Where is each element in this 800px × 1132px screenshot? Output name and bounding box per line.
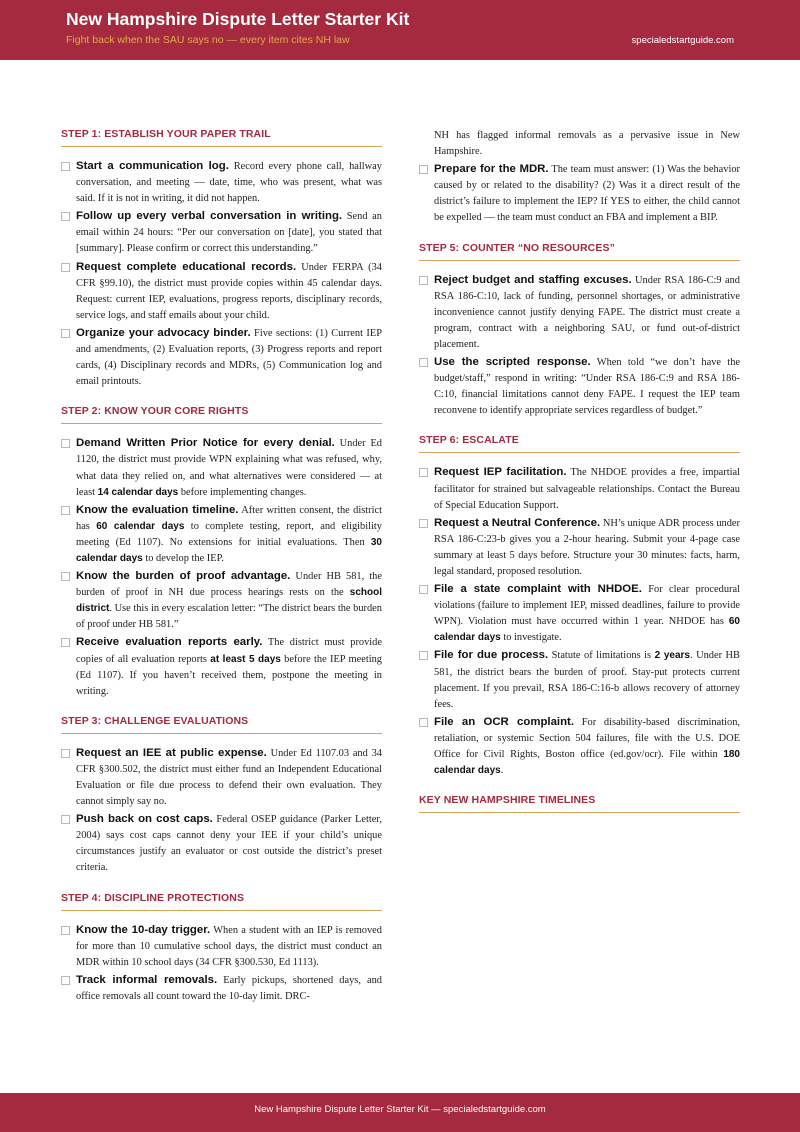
timelines-title: KEY NEW HAMPSHIRE TIMELINES bbox=[419, 794, 740, 813]
item-text: to investigate. bbox=[500, 632, 562, 644]
checklist-item bbox=[419, 464, 740, 513]
checkbox[interactable] bbox=[61, 212, 70, 221]
item-text: After written consent, the district has bbox=[76, 504, 382, 532]
step-3-section bbox=[61, 715, 382, 877]
item-text: Send an email within 24 hours: “Per our conversation on [date], you stated that [summary]. Please confirm or correct this understanding.” bbox=[76, 211, 382, 255]
item-text: Under RSA 186-C:9 and RSA 186-C:10, lack of funding, personnel shortages, or administrative inconvenience cannot justify denying FAPE. The district must create a program, contract with a neighboring SAU, or fund out-of-district placement. bbox=[434, 274, 740, 350]
checklist-item bbox=[419, 714, 740, 779]
item-text: Five sections: (1) Current IEP and amendments, (2) Evaluation reports, (3) Progress reports and report cards, (4) Disciplinary records and MDRs, (5) Communication log and email printouts. bbox=[76, 327, 382, 388]
item-text: For clear procedural violations (failure to implement IEP, missed deadlines, failure to provide WPN). Violation must have occurred within 1 year. NHDOE has bbox=[434, 584, 740, 628]
step-5-section bbox=[419, 242, 740, 420]
item-lead: Know the evaluation timeline. bbox=[76, 503, 239, 516]
checklist-item bbox=[419, 272, 740, 353]
checklist-item bbox=[61, 811, 382, 876]
item-text: For disability-based discrimination, retaliation, or systemic Section 504 failures, file with the U.S. DOE Office for Civil Rights, Boston office (ed.gov/ocr). File within bbox=[434, 716, 740, 760]
checklist-item bbox=[419, 581, 740, 646]
item-lead: Request an IEE at public expense. bbox=[76, 746, 267, 759]
item-text: When told “we don’t have the budget/staff,” respond in writing: “Under RSA 186-C:9 and RSA 186-C:10, financial limitations cannot deny FAPE. I request the IEP team reconvene to identify appropriate services regardless of budget.” bbox=[434, 357, 740, 417]
checkbox[interactable] bbox=[61, 506, 70, 515]
checklist-item bbox=[419, 647, 740, 712]
checklist-item bbox=[61, 502, 382, 567]
item-lead: Follow up every verbal conversation in writing. bbox=[76, 210, 343, 223]
item-lead: Request IEP facilitation. bbox=[434, 466, 567, 479]
item-emphasis: school district bbox=[76, 587, 382, 615]
item-text: The district must provide copies of all evaluation reports bbox=[76, 637, 382, 665]
step-5-title: STEP 5: COUNTER “NO RESOURCES” bbox=[419, 242, 740, 261]
item-emphasis: 30 calendar days bbox=[76, 536, 382, 564]
footer-text: New Hampshire Dispute Letter Starter Kit — specialedstartguide.com bbox=[254, 1104, 546, 1115]
checklist-item bbox=[61, 259, 382, 324]
document-title: New Hampshire Dispute Letter Starter Kit bbox=[66, 9, 410, 29]
document-subtitle: Fight back when the SAU says no — every item cites NH law bbox=[66, 34, 350, 46]
item-emphasis: 60 calendar days bbox=[96, 520, 185, 532]
checklist-item bbox=[61, 634, 382, 699]
item-text: Under Ed 1107.03 and 34 CFR §300.502, the district must either fund an Independent Educational Evaluation or file due process to defend their own evaluation. They cannot simply say no. bbox=[76, 747, 382, 808]
checkbox[interactable] bbox=[61, 926, 70, 935]
item-lead: Prepare for the MDR. bbox=[434, 163, 549, 176]
checklist-item bbox=[61, 568, 382, 633]
checkbox[interactable] bbox=[419, 276, 428, 285]
item-text: Under Ed 1120, the district must provide WPN explaining what was refused, why, what data they relied on, and what alternatives were considered — at least bbox=[76, 438, 382, 498]
page-header bbox=[0, 0, 800, 60]
item-emphasis: 60 calendar days bbox=[434, 616, 740, 644]
step-4-title: STEP 4: DISCIPLINE PROTECTIONS bbox=[61, 892, 382, 911]
item-text: When a student with an IEP is removed for more than 10 cumulative school days, the district must conduct an MDR within 10 school days (34 CFR §300.530, Ed 1113). bbox=[76, 924, 382, 968]
item-lead: Reject budget and staffing excuses. bbox=[434, 273, 632, 286]
step-3-title: STEP 3: CHALLENGE EVALUATIONS bbox=[61, 715, 382, 734]
checklist-item bbox=[61, 435, 382, 500]
item-text: before the IEP meeting (Ed 1107). If you haven’t received them, postpone the meeting in writing. bbox=[76, 653, 382, 697]
step-6-section bbox=[419, 434, 740, 779]
checkbox[interactable] bbox=[419, 468, 428, 477]
step-4-section bbox=[61, 892, 382, 1005]
item-lead: Start a communication log. bbox=[76, 160, 229, 172]
page-footer bbox=[0, 1093, 800, 1132]
step-7-section bbox=[419, 794, 740, 813]
item-text: to develop the IEP. bbox=[142, 552, 224, 564]
checklist-item bbox=[419, 515, 740, 580]
checkbox[interactable] bbox=[61, 263, 70, 272]
checkbox[interactable] bbox=[61, 439, 70, 448]
step-4-continued bbox=[419, 128, 740, 227]
step-6-title: STEP 6: ESCALATE bbox=[419, 434, 740, 453]
item-emphasis: 14 calendar days bbox=[97, 486, 179, 498]
checkbox[interactable] bbox=[419, 718, 428, 727]
item-lead: File a state complaint with NHDOE. bbox=[434, 583, 642, 596]
item-lead: Push back on cost caps. bbox=[76, 813, 213, 826]
checkbox[interactable] bbox=[419, 358, 428, 367]
checkbox[interactable] bbox=[61, 638, 70, 647]
item-lead: Request complete educational records. bbox=[76, 260, 297, 273]
checkbox[interactable] bbox=[61, 329, 70, 338]
step-1-section bbox=[61, 128, 382, 390]
item-lead: Use the scripted response. bbox=[434, 356, 591, 369]
item-text: The team must answer: (1) Was the behavior caused by or related to the disability? (2) Was it a direct result of the district’s failure to implement the IEP? If YES to either, the child cannot be expelled — the team must conduct an FBA and implement a BIP. bbox=[434, 164, 740, 224]
checkbox[interactable] bbox=[419, 519, 428, 528]
item-text: Statute of limitations is bbox=[548, 650, 655, 662]
item-lead: Organize your advocacy binder. bbox=[76, 326, 251, 339]
item-lead: Receive evaluation reports early. bbox=[76, 636, 263, 649]
item-text: Under HB 581, the burden of proof in NH due process hearings rests on the bbox=[76, 571, 382, 599]
item-text: before implementing changes. bbox=[178, 486, 307, 498]
item-lead: Demand Written Prior Notice for every denial. bbox=[76, 437, 335, 450]
item-text: to complete testing, report, and eligibility meeting (Ed 1107). No extensions for initial evaluations. Then bbox=[76, 520, 383, 548]
item-text: Federal OSEP guidance (Parker Letter, 2004) says cost caps cannot deny your IEE if your child’s unique circumstances justify an evaluator or cost outside the district’s preset criteria. bbox=[76, 814, 382, 874]
item-emphasis: at least 5 days bbox=[210, 653, 281, 665]
item-continued-text: NH has flagged informal removals as a pervasive issue in New Hampshire. bbox=[434, 130, 740, 158]
item-lead: Track informal removals. bbox=[76, 973, 218, 986]
item-text: . Under HB 581, the district bears the burden of proof. Stay-put protects current placement. If you prevail, RSA 186-C:16-b allows recovery of attorney fees. bbox=[434, 650, 740, 710]
item-lead: Request a Neutral Conference. bbox=[434, 516, 601, 529]
checklist-item bbox=[61, 208, 382, 257]
step-1-title: STEP 1: ESTABLISH YOUR PAPER TRAIL bbox=[61, 128, 382, 147]
right-column bbox=[419, 128, 740, 824]
checkbox[interactable] bbox=[419, 651, 428, 660]
item-lead: File for due process. bbox=[434, 649, 549, 662]
item-text: Under FERPA (34 CFR §99.10), the district must provide copies within 45 calendar days. Request: current IEP, evaluations, progress reports, disciplinary records, service logs, and staff emails about your child. bbox=[76, 261, 383, 321]
step-2-title: STEP 2: KNOW YOUR CORE RIGHTS bbox=[61, 405, 382, 424]
item-emphasis: 180 calendar days bbox=[434, 749, 740, 777]
item-text: . bbox=[500, 765, 504, 777]
checkbox[interactable] bbox=[61, 572, 70, 581]
item-emphasis: 2 years bbox=[654, 650, 690, 662]
header-site-link[interactable]: specialedstartguide.com bbox=[631, 35, 734, 46]
checklist-item bbox=[419, 354, 740, 419]
item-text: NH’s unique ADR process under RSA 186-C:23-b gives you a 2-hour hearing. Submit your 4-page case summary at least 5 days before. Structure your 30 minutes: facts, harm, legal standard, proposed resolution. bbox=[434, 517, 741, 577]
item-lead: File an OCR complaint. bbox=[434, 715, 575, 728]
item-text: Early pickups, shortened days, and office removals all count toward the 10-day limit. DRC- bbox=[76, 974, 383, 1002]
checkbox[interactable] bbox=[419, 165, 428, 174]
item-text: The NHDOE provides a free, impartial facilitator for strained but salvageable relationships. Contact the Bureau of Special Education Support. bbox=[434, 467, 741, 511]
checklist-item bbox=[61, 745, 382, 810]
checklist-item bbox=[61, 972, 382, 1005]
step-2-section bbox=[61, 405, 382, 700]
checkbox[interactable] bbox=[61, 749, 70, 758]
item-text: Record every phone call, hallway conversation, and meeting — date, time, who was present, what was said. If it is not in writing, it did not happen. bbox=[76, 161, 382, 205]
checklist-item bbox=[61, 922, 382, 971]
checklist-item bbox=[61, 158, 382, 207]
item-lead: Know the burden of proof advantage. bbox=[76, 570, 291, 583]
checkbox[interactable] bbox=[419, 585, 428, 594]
checkbox[interactable] bbox=[61, 162, 70, 171]
checkbox[interactable] bbox=[61, 815, 70, 824]
checkbox[interactable] bbox=[61, 976, 70, 985]
item-text: . Use this in every escalation letter: “The district bears the burden of proof under HB 581.” bbox=[76, 603, 382, 631]
checklist-item bbox=[419, 161, 740, 226]
left-column bbox=[61, 128, 382, 1006]
checklist-item bbox=[61, 325, 382, 390]
item-lead: Know the 10-day trigger. bbox=[76, 923, 211, 936]
